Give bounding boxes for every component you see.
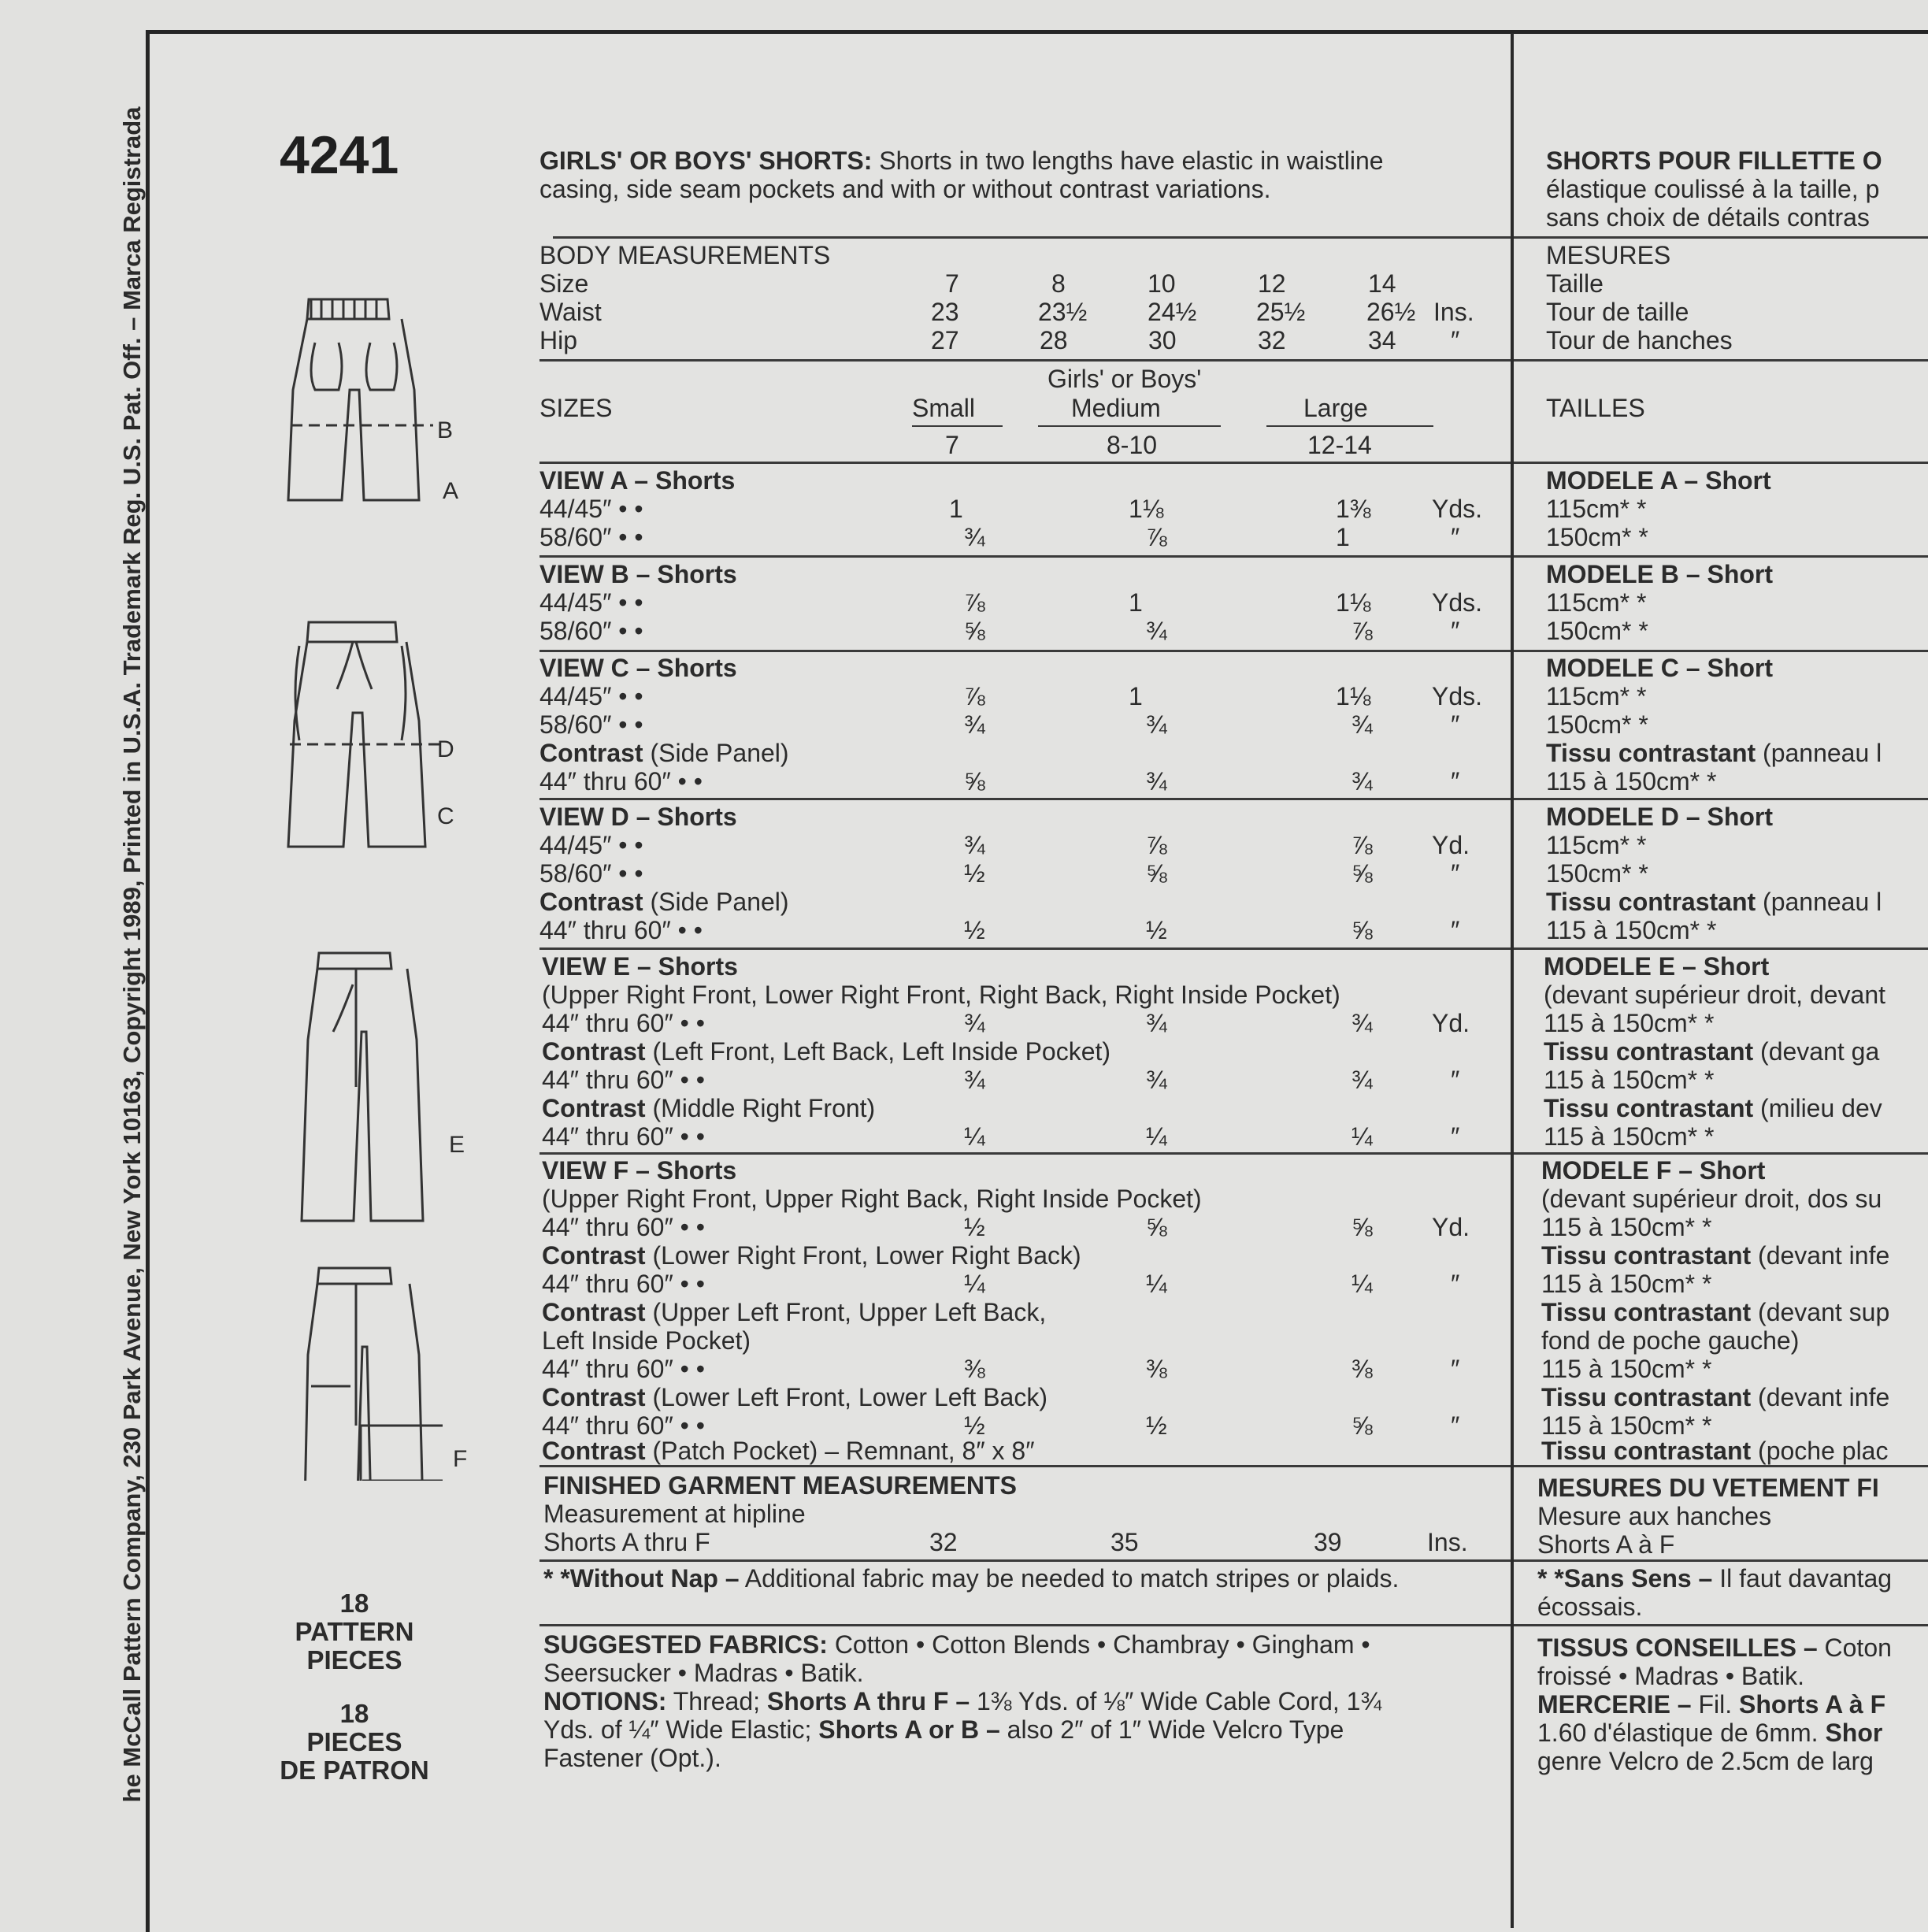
fr-tour-hanches: Tour de hanches xyxy=(1546,326,1733,354)
body-cell: 12 xyxy=(1258,269,1286,298)
fr-range: 115 à 150cm* * xyxy=(1546,916,1717,944)
yardage: ½ xyxy=(964,916,985,944)
yardage: ¾ xyxy=(1146,1009,1167,1037)
rule xyxy=(1514,555,1928,558)
fr-tissu-line: Tissu contrastant (poche plac xyxy=(1541,1437,1889,1465)
notions-3: Fastener (Opt.). xyxy=(543,1744,721,1772)
fr-ecossais: écossais. xyxy=(1537,1593,1643,1621)
body-cell: 23 xyxy=(931,298,959,326)
yardage: ½ xyxy=(964,1411,985,1440)
fr-e-sub: (devant supérieur droit, devant xyxy=(1544,981,1886,1009)
view-letter-b: B xyxy=(437,417,454,443)
yardage: ½ xyxy=(964,859,985,888)
fabric-width: 44″ thru 60″ • • xyxy=(542,1411,705,1440)
fr-intro-2: élastique coulissé à la taille, p xyxy=(1546,175,1880,203)
rule xyxy=(539,1559,1511,1562)
yardage: ¾ xyxy=(964,710,985,739)
fr-modele-c: MODELE C – Short xyxy=(1546,654,1774,682)
size-underline xyxy=(1266,425,1433,427)
fr-mesures: MESURES xyxy=(1546,241,1671,269)
fr-tissu-line: Tissu contrastant (panneau l xyxy=(1546,888,1882,916)
yardage: ⅞ xyxy=(964,588,985,617)
yardage: ⅝ xyxy=(1351,1213,1373,1241)
unit: Yd. xyxy=(1432,1009,1470,1037)
fr-mercerie: MERCERIE – Fil. Shorts A à F xyxy=(1537,1690,1886,1719)
unit: Yds. xyxy=(1432,588,1483,617)
ditto: ″ xyxy=(1451,1122,1460,1151)
body-measurements-heading: BODY MEASUREMENTS xyxy=(539,241,831,269)
yardage: 1 xyxy=(1129,682,1143,710)
yardage: ⅜ xyxy=(1351,1355,1373,1383)
ditto: ″ xyxy=(1451,617,1460,645)
yardage: ⅝ xyxy=(1351,859,1373,888)
rule xyxy=(1514,650,1928,652)
notions: NOTIONS: Thread; Shorts A thru F – 1⅜ Yds. of ⅛″ Wide Cable Cord, 1¾ xyxy=(543,1687,1382,1715)
fabric-width: 44″ thru 60″ • • xyxy=(542,1066,705,1094)
body-row-label: Hip xyxy=(539,326,578,354)
rule xyxy=(1514,1152,1928,1155)
fr-tissu-line: Tissu contrastant (devant infe xyxy=(1541,1383,1890,1411)
contrast-label: Contrast xyxy=(539,888,643,916)
yardage: ⅞ xyxy=(1146,831,1167,859)
contrast-label: Contrast xyxy=(542,1383,646,1411)
yardage: ¼ xyxy=(964,1270,985,1298)
contrast-line xyxy=(539,888,789,916)
fr-elastique: 1.60 d'élastique de 6mm. Shor xyxy=(1537,1719,1883,1747)
fr-cm150: 150cm* * xyxy=(1546,523,1648,551)
fabric-width: 44″ thru 60″ • • xyxy=(542,1122,705,1151)
yardage: ⅜ xyxy=(964,1355,985,1383)
rule xyxy=(539,555,1511,558)
finished-unit: Ins. xyxy=(1427,1528,1468,1556)
body-cell: 26½ xyxy=(1366,298,1416,326)
yardage: ½ xyxy=(964,1213,985,1241)
shorts-view-a-b-illustration xyxy=(288,299,433,500)
rule xyxy=(539,947,1511,950)
notions-2: Yds. of ¼″ Wide Elastic; Shorts A or B – also 2″ of 1″ Wide Velcro Type xyxy=(543,1715,1344,1744)
view-letter-d: D xyxy=(437,736,454,762)
intro-text: Shorts in two lengths have elastic in waistline xyxy=(879,146,1384,175)
yardage: ⅝ xyxy=(1146,859,1167,888)
fr-range: 115 à 150cm* * xyxy=(1544,1009,1715,1037)
fr-froisse: froissé • Madras • Batik. xyxy=(1537,1662,1804,1690)
yardage: ⅞ xyxy=(1351,831,1373,859)
pieces-label-pieces: PIECES xyxy=(306,1645,402,1674)
fr-tissu-line: Tissu contrastant (devant ga xyxy=(1544,1037,1880,1066)
fr-sans-sens: * *Sans Sens – Il faut davantag xyxy=(1537,1564,1893,1593)
fabric-width: 58/60″ • • xyxy=(539,859,643,888)
yardage: ¼ xyxy=(1351,1270,1373,1298)
finished-title: FINISHED GARMENT MEASUREMENTS xyxy=(543,1471,1017,1500)
fr-shorts-af: Shorts A à F xyxy=(1537,1530,1675,1559)
rule xyxy=(1514,462,1928,464)
fabric-width: 44″ thru 60″ • • xyxy=(542,1009,705,1037)
unit: Yd. xyxy=(1432,831,1470,859)
pieces-count-fr: 18 xyxy=(339,1699,369,1728)
fr-modele-e: MODELE E – Short xyxy=(1544,952,1770,981)
fr-cm150: 150cm* * xyxy=(1546,859,1648,888)
intro-title: GIRLS' OR BOYS' SHORTS: xyxy=(539,146,873,175)
contrast-detail: (Upper Left Front, Upper Left Back, xyxy=(652,1298,1047,1326)
finished-value: 32 xyxy=(929,1528,958,1556)
view-f-title: VIEW F – Shorts xyxy=(542,1156,737,1185)
shorts-view-e-illustration xyxy=(302,953,423,1221)
ditto: ″ xyxy=(1451,523,1460,551)
contrast-detail: (Left Front, Left Back, Left Inside Pocket) xyxy=(652,1037,1111,1066)
rule xyxy=(539,798,1511,800)
yardage: ¼ xyxy=(964,1122,985,1151)
ditto: ″ xyxy=(1451,710,1460,739)
yardage: ⅞ xyxy=(1146,523,1167,551)
view-c-title: VIEW C – Shorts xyxy=(539,654,737,682)
fr-f-sub: (devant supérieur droit, dos su xyxy=(1541,1185,1882,1213)
fr-mesures-vet: MESURES DU VETEMENT FI xyxy=(1537,1474,1879,1502)
view-f-pieces: (Upper Right Front, Upper Right Back, Right Inside Pocket) xyxy=(542,1185,1202,1213)
yardage: ¾ xyxy=(1351,710,1373,739)
fr-modele-d: MODELE D – Short xyxy=(1546,803,1774,831)
view-e-pieces: (Upper Right Front, Lower Right Front, Right Back, Right Inside Pocket) xyxy=(542,981,1340,1009)
fabric-width: 44/45″ • • xyxy=(539,831,643,859)
fr-tissus: TISSUS CONSEILLES – Coton xyxy=(1537,1633,1892,1662)
fabric-width: 58/60″ • • xyxy=(539,617,643,645)
contrast-line xyxy=(542,1383,1047,1411)
fabric-width: 44″ thru 60″ • • xyxy=(539,916,703,944)
rule xyxy=(539,1152,1511,1155)
fr-tailles: TAILLES xyxy=(1546,394,1645,422)
side-copyright-text: he McCall Pattern Company, 230 Park Avenue, New York 10163, Copyright 1989, Printed in U.S.A. Trademark Reg. U.S. Pat. Off. – Marca Registrada xyxy=(118,106,146,1803)
body-cell: 14 xyxy=(1368,269,1396,298)
rule xyxy=(1514,359,1928,362)
fabrics-list: Cotton • Cotton Blends • Chambray • Gingham • xyxy=(834,1630,1370,1659)
rule xyxy=(539,1465,1511,1467)
contrast-label: Contrast xyxy=(542,1094,646,1122)
body-unit: ″ xyxy=(1451,326,1460,354)
fr-tour-taille: Tour de taille xyxy=(1546,298,1689,326)
garment-illustrations xyxy=(268,284,473,1481)
contrast-label: Contrast xyxy=(539,739,643,767)
yardage: 1⅛ xyxy=(1129,495,1164,523)
view-letter-f: F xyxy=(453,1446,468,1472)
ditto: ″ xyxy=(1451,859,1460,888)
pieces-label-pattern: PATTERN xyxy=(295,1617,414,1646)
fabric-width: 44″ thru 60″ • • xyxy=(542,1270,705,1298)
yardage: ⅝ xyxy=(1351,1411,1373,1440)
contrast-line xyxy=(542,1437,1035,1465)
fabric-width: 44/45″ • • xyxy=(539,495,643,523)
body-unit: Ins. xyxy=(1433,298,1474,326)
view-letter-a: A xyxy=(443,478,459,504)
yardage: ⅝ xyxy=(964,767,985,795)
body-cell: 34 xyxy=(1368,326,1396,354)
rule xyxy=(539,462,1511,464)
shorts-view-c-d-illustration xyxy=(288,622,439,847)
yardage: ¾ xyxy=(1351,1009,1373,1037)
fr-tissu-line: Tissu contrastant (milieu dev xyxy=(1544,1094,1882,1122)
size-large: Large xyxy=(1303,394,1368,422)
size-medium: Medium xyxy=(1071,394,1161,422)
yardage: ½ xyxy=(1146,916,1167,944)
nap-text: Additional fabric may be needed to match stripes or plaids. xyxy=(744,1564,1400,1593)
sizes-label: SIZES xyxy=(539,394,613,422)
nap-label: * *Without Nap – xyxy=(543,1564,740,1593)
yardage: ¾ xyxy=(964,523,985,551)
yardage: 1 xyxy=(1336,523,1350,551)
intro xyxy=(539,146,1384,175)
shorts-view-f-illustration xyxy=(304,1268,443,1481)
size-small-value: 7 xyxy=(945,431,959,459)
body-cell: 32 xyxy=(1258,326,1286,354)
yardage: ¼ xyxy=(1146,1122,1167,1151)
view-e-title: VIEW E – Shorts xyxy=(542,952,738,981)
fr-title: SHORTS POUR FILLETTE O xyxy=(1546,146,1882,175)
fr-cm150: 150cm* * xyxy=(1546,710,1648,739)
sizes-group: Girls' or Boys' xyxy=(1047,365,1202,393)
rule xyxy=(539,359,1511,362)
fr-cm150: 150cm* * xyxy=(1546,617,1648,645)
body-row-label: Size xyxy=(539,269,589,298)
fabric-width: 44″ thru 60″ • • xyxy=(542,1355,705,1383)
contrast-detail-cont: Left Inside Pocket) xyxy=(542,1326,751,1355)
view-b-title: VIEW B – Shorts xyxy=(539,560,737,588)
unit: Yds. xyxy=(1432,682,1483,710)
body-cell: 24½ xyxy=(1148,298,1197,326)
size-medium-value: 8-10 xyxy=(1107,431,1158,459)
contrast-detail: (Lower Left Front, Lower Left Back) xyxy=(652,1383,1047,1411)
body-cell: 10 xyxy=(1148,269,1176,298)
fr-velcro: genre Velcro de 2.5cm de larg xyxy=(1537,1747,1874,1775)
yardage: 1 xyxy=(1129,588,1143,617)
fr-cm115: 115cm* * xyxy=(1546,682,1647,710)
yardage: ⅝ xyxy=(1351,916,1373,944)
fabric-width: 44/45″ • • xyxy=(539,682,643,710)
fabric-width: 58/60″ • • xyxy=(539,710,643,739)
fr-modele-b: MODELE B – Short xyxy=(1546,560,1774,588)
fr-modele-f: MODELE F – Short xyxy=(1541,1156,1766,1185)
finished-value: 35 xyxy=(1110,1528,1139,1556)
view-a-title: VIEW A – Shorts xyxy=(539,466,736,495)
fr-cm115: 115cm* * xyxy=(1546,495,1647,523)
yardage: ¾ xyxy=(964,1009,985,1037)
pieces-de-patron-count xyxy=(252,1700,457,1785)
nap-note xyxy=(543,1564,1399,1593)
yardage: ⅞ xyxy=(1351,617,1373,645)
rule xyxy=(1514,798,1928,800)
yardage: ¾ xyxy=(1146,710,1167,739)
contrast-label: Contrast xyxy=(542,1437,646,1465)
ditto: ″ xyxy=(1451,1411,1460,1440)
yardage: ⅝ xyxy=(964,617,985,645)
unit: Yds. xyxy=(1432,495,1483,523)
body-cell: 8 xyxy=(1051,269,1066,298)
contrast-line xyxy=(542,1241,1081,1270)
fabric-width: 44/45″ • • xyxy=(539,588,643,617)
column-divider xyxy=(1511,33,1514,1928)
contrast-detail: (Side Panel) xyxy=(650,888,789,916)
yardage: ⅜ xyxy=(1146,1355,1167,1383)
contrast-detail: (Middle Right Front) xyxy=(652,1094,876,1122)
unit: Yd. xyxy=(1432,1213,1470,1241)
ditto: ″ xyxy=(1451,916,1460,944)
rule xyxy=(553,236,1511,239)
yardage: ¾ xyxy=(1146,617,1167,645)
yardage: ¾ xyxy=(1146,1066,1167,1094)
rule xyxy=(1514,236,1928,239)
finished-value: 39 xyxy=(1314,1528,1342,1556)
contrast-detail: (Side Panel) xyxy=(650,739,789,767)
pattern-pieces-count xyxy=(252,1589,457,1674)
ditto: ″ xyxy=(1451,1355,1460,1383)
size-small: Small xyxy=(912,394,976,422)
finished-row: Shorts A thru F xyxy=(543,1528,710,1556)
fr-range: 115 à 150cm* * xyxy=(1541,1355,1712,1383)
fr-taille: Taille xyxy=(1546,269,1604,298)
pieces-count-en: 18 xyxy=(339,1589,369,1618)
yardage: 1 xyxy=(949,495,963,523)
body-cell: 23½ xyxy=(1038,298,1088,326)
contrast-label: Contrast xyxy=(542,1298,646,1326)
rule xyxy=(1514,1624,1928,1626)
fr-cm115: 115cm* * xyxy=(1546,831,1647,859)
size-underline xyxy=(1038,425,1221,427)
fr-f-c2b: fond de poche gauche) xyxy=(1541,1326,1800,1355)
yardage: ¼ xyxy=(1351,1122,1373,1151)
contrast-line xyxy=(542,1037,1110,1066)
fr-intro-3: sans choix de détails contras xyxy=(1546,203,1870,232)
yardage: ¾ xyxy=(964,831,985,859)
fabric-width: 44″ thru 60″ • • xyxy=(539,767,703,795)
contrast-label: Contrast xyxy=(542,1241,646,1270)
yardage: ¾ xyxy=(1146,767,1167,795)
pieces-label-de-patron: DE PATRON xyxy=(280,1756,429,1785)
fr-range: 115 à 150cm* * xyxy=(1544,1066,1715,1094)
yardage: 1⅜ xyxy=(1336,495,1371,523)
size-underline xyxy=(912,425,1003,427)
intro-text-2: casing, side seam pockets and with or without contrast variations. xyxy=(539,175,1271,203)
yardage: ¾ xyxy=(1351,1066,1373,1094)
fabric-width: 44″ thru 60″ • • xyxy=(542,1213,705,1241)
yardage: ½ xyxy=(1146,1411,1167,1440)
yardage: ⅞ xyxy=(964,682,985,710)
rule xyxy=(539,650,1511,652)
contrast-line xyxy=(542,1094,875,1122)
view-letter-c: C xyxy=(437,803,454,829)
body-cell: 27 xyxy=(931,326,959,354)
fr-range: 115 à 150cm* * xyxy=(1541,1213,1712,1241)
fr-hanches: Mesure aux hanches xyxy=(1537,1502,1772,1530)
yardage: ¾ xyxy=(964,1066,985,1094)
fr-tissu-line: Tissu contrastant (panneau l xyxy=(1546,739,1882,767)
ditto: ″ xyxy=(1451,1270,1460,1298)
body-cell: 7 xyxy=(945,269,959,298)
contrast-detail: (Lower Right Front, Lower Right Back) xyxy=(652,1241,1081,1270)
fr-range: 115 à 150cm* * xyxy=(1546,767,1717,795)
yardage: 1⅛ xyxy=(1336,682,1371,710)
fr-modele-a: MODELE A – Short xyxy=(1546,466,1771,495)
fr-cm115: 115cm* * xyxy=(1546,588,1647,617)
contrast-detail: (Patch Pocket) – Remnant, 8″ x 8″ xyxy=(652,1437,1035,1465)
view-letter-e: E xyxy=(449,1132,465,1158)
notions-title: NOTIONS: xyxy=(543,1687,667,1715)
pieces-label-pieces-fr: PIECES xyxy=(306,1727,402,1756)
fr-range: 115 à 150cm* * xyxy=(1544,1122,1715,1151)
rule xyxy=(1514,1465,1928,1467)
pattern-number: 4241 xyxy=(280,125,399,185)
rule xyxy=(539,1624,1511,1626)
yardage: ¼ xyxy=(1146,1270,1167,1298)
yardage: 1⅛ xyxy=(1336,588,1371,617)
rule xyxy=(1514,1559,1928,1562)
fabrics-list-2: Seersucker • Madras • Batik. xyxy=(543,1659,864,1687)
fr-range: 115 à 150cm* * xyxy=(1541,1270,1712,1298)
fabric-width: 58/60″ • • xyxy=(539,523,643,551)
contrast-line xyxy=(542,1298,1046,1326)
fr-tissu-line: Tissu contrastant (devant sup xyxy=(1541,1298,1890,1326)
yardage: ⅝ xyxy=(1146,1213,1167,1241)
suggested-fabrics xyxy=(543,1630,1370,1659)
body-cell: 30 xyxy=(1148,326,1177,354)
fr-tissu-line: Tissu contrastant (devant infe xyxy=(1541,1241,1890,1270)
finished-sub: Measurement at hipline xyxy=(543,1500,806,1528)
ditto: ″ xyxy=(1451,1066,1460,1094)
fr-range: 115 à 150cm* * xyxy=(1541,1411,1712,1440)
yardage: ¾ xyxy=(1351,767,1373,795)
fabrics-title: SUGGESTED FABRICS: xyxy=(543,1630,828,1659)
rule xyxy=(1514,947,1928,950)
contrast-line xyxy=(539,739,789,767)
body-row-label: Waist xyxy=(539,298,602,326)
view-d-title: VIEW D – Shorts xyxy=(539,803,737,831)
body-cell: 28 xyxy=(1040,326,1068,354)
contrast-label: Contrast xyxy=(542,1037,646,1066)
body-cell: 25½ xyxy=(1256,298,1306,326)
ditto: ″ xyxy=(1451,767,1460,795)
size-large-value: 12-14 xyxy=(1307,431,1372,459)
